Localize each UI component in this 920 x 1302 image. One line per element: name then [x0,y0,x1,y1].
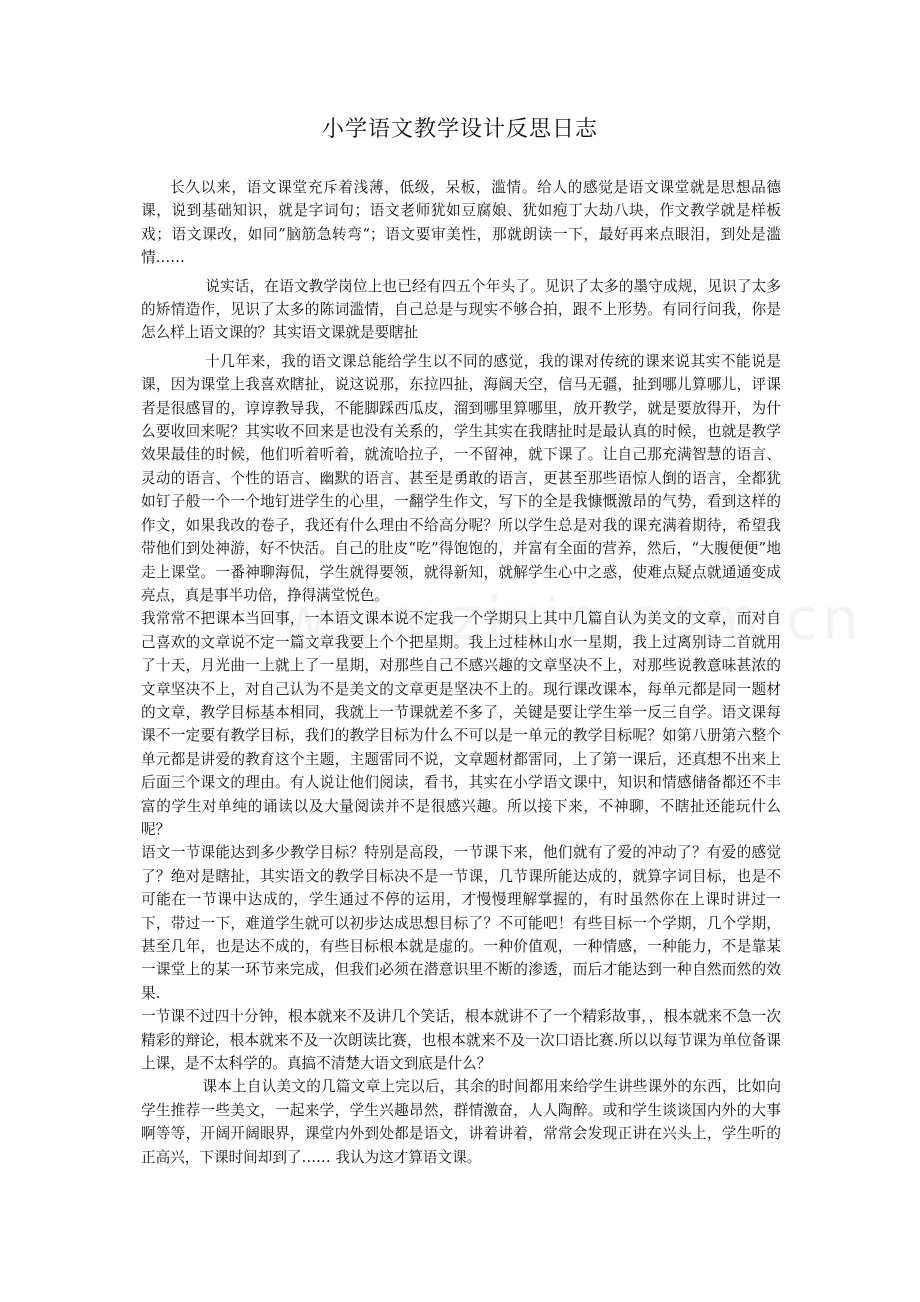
document-title: 小学语文教学设计反思日志 [321,117,598,142]
paragraph-5: 语文一节课能达到多少教学目标？特别是高段，一节课下来，他们就有了爱的冲动了？有爱的感觉了？绝对是瞎扯，其实语文的教学目标决不是一节课，几节课所能达成的，就算字词目标，也是不可能在一节课中达成的，学生通过不停的运用，才慢慢理解掌握的，有时虽然你在上课时讲过一下，带过一下，难道学生就可以初步达成思想目标了？不可能吧！有些目标一个学期，几个学期，甚至几年，也是达不成的，有些目标根本就是虚的。一种价值观，一种情感，一种能力，不是靠某一课堂上的某一环节来完成，但我们必须在潜意识里不断的渗透，而后才能达到一种自然而然的效果. [141,844,781,1002]
paragraph-2: 说实话，在语文教学岗位上也已经有四五个年头了。见识了太多的墨守成规，见识了太多的矫情造作，见识了太多的陈词滥情，自己总是与现实不够合拍，跟不上形势。有同行问我，你是怎么样上语文课的？其实语文课就是要瞎扯 [141,277,781,342]
paragraph-1: 长久以来，语文课堂充斥着浅薄，低级，呆板，滥情。给人的感觉是语文课堂就是思想品德课，说到基础知识，就是字词句；语文老师犹如豆腐娘、犹如疱丁大劫八块，作文教学就是样板戏；语文课改，如同”脑筋急转弯“；语文要审美性，那就朗读一下，最好再来点眼泪，到处是滥情…… [141,179,781,267]
paragraph-3: 十几年来，我的语文课总能给学生以不同的感觉，我的课对传统的课来说其实不能说是课，因为课堂上我喜欢瞎扯，说这说那，东拉四扯，海阔天空，信马无疆，扯到哪儿算哪儿，评课者是很感冒的，谆谆教导我，不能脚踩西瓜皮，溜到哪里算哪里，放开教学，就是要放得开，为什么要收回来呢？其实收不回来是也没有关系的，学生其实在我瞎扯时是最认真的时候，也就是教学效果最佳的时候，他们听着听着，就流哈拉子，一不留神，就下课了。让自己那充满智慧的语言、灵动的语言、个性的语言、幽默的语言、甚至是勇敢的语言，更甚至那些语惊人倒的语言，全都犹如钉子般一个一个地钉进学生的心里，一翻学生作文，写下的全是我慷慨激昂的气势，看到这样的作文，如果我改的卷子，我还有什么理由不给高分呢？所以学生总是对我的课充满着期待，希望我带他们到处神游，好不快活。自己的肚皮“吃”得饱饱的，并富有全面的营养，然后，“大腹便便”地走上课堂。一番神聊海侃，学生就得要领，就得新知，就解学生心中之惑，使难点疑点就通通变成亮点，真是事半功倍，挣得满堂悦色。 [141,352,781,604]
paragraph-7: 课本上自认美文的几篇文章上完以后，其余的时间都用来给学生讲些课外的东西，比如向学生推荐一些美文，一起来学，学生兴趣昂然，群情激奋，人人陶醉。或和学生谈谈国内外的大事啊等等，开阔开阔眼界，课堂内外到处都是语文，讲着讲着，常常会发现正讲在兴头上，学生听的正高兴，下课时间却到了…… 我认为这才算语文课。 [141,1078,781,1166]
paragraph-6: 一节课不过四十分钟，根本就来不及讲几个笑话，根本就讲不了一个精彩故事，，根本就来不急一次精彩的辩论，根本就来不及一次朗读比赛，也根本就来不及一次口语比赛.所以以每节课为单位备课上课，是不太科学的。真搞不清楚大语文到底是什么？ [141,1008,781,1073]
document-body [141,176,781,1169]
paragraph-4: 我常常不把课本当回事，一本语文课本说不定我一个学期只上其中几篇自认为美文的文章，而对自己喜欢的文章说不定一篇文章我要上个个把星期。我上过桂林山水一星期，我上过离别诗二首就用了十天，月光曲一上就上了一星期，对那些自己不感兴趣的文章坚决不上，对那些说教意味甚浓的文章坚决不上，对自己认为不是美文的文章更是坚决不上的。现行课改课本，每单元都是同一题材的文章，教学目标基本相同，我就上一节课就差不多了，关键是要让学生举一反三自学。语文课每课不一定要有教学目标，我们的教学目标为什么不可以是一单元的教学目标呢？如第八册第六整个单元都是讲爱的教育这个主题，主题雷同不说，文章题材都雷同，上了第一课后，还真想不出来上后面三个课文的理由。有人说让他们阅读，看书，其实在小学语文课中，知识和情感储备都还不丰富的学生对单纯的诵读以及大量阅读并不是很感兴趣。所以接下来，不神聊，不瞎扯还能玩什么呢？ [141,610,781,838]
